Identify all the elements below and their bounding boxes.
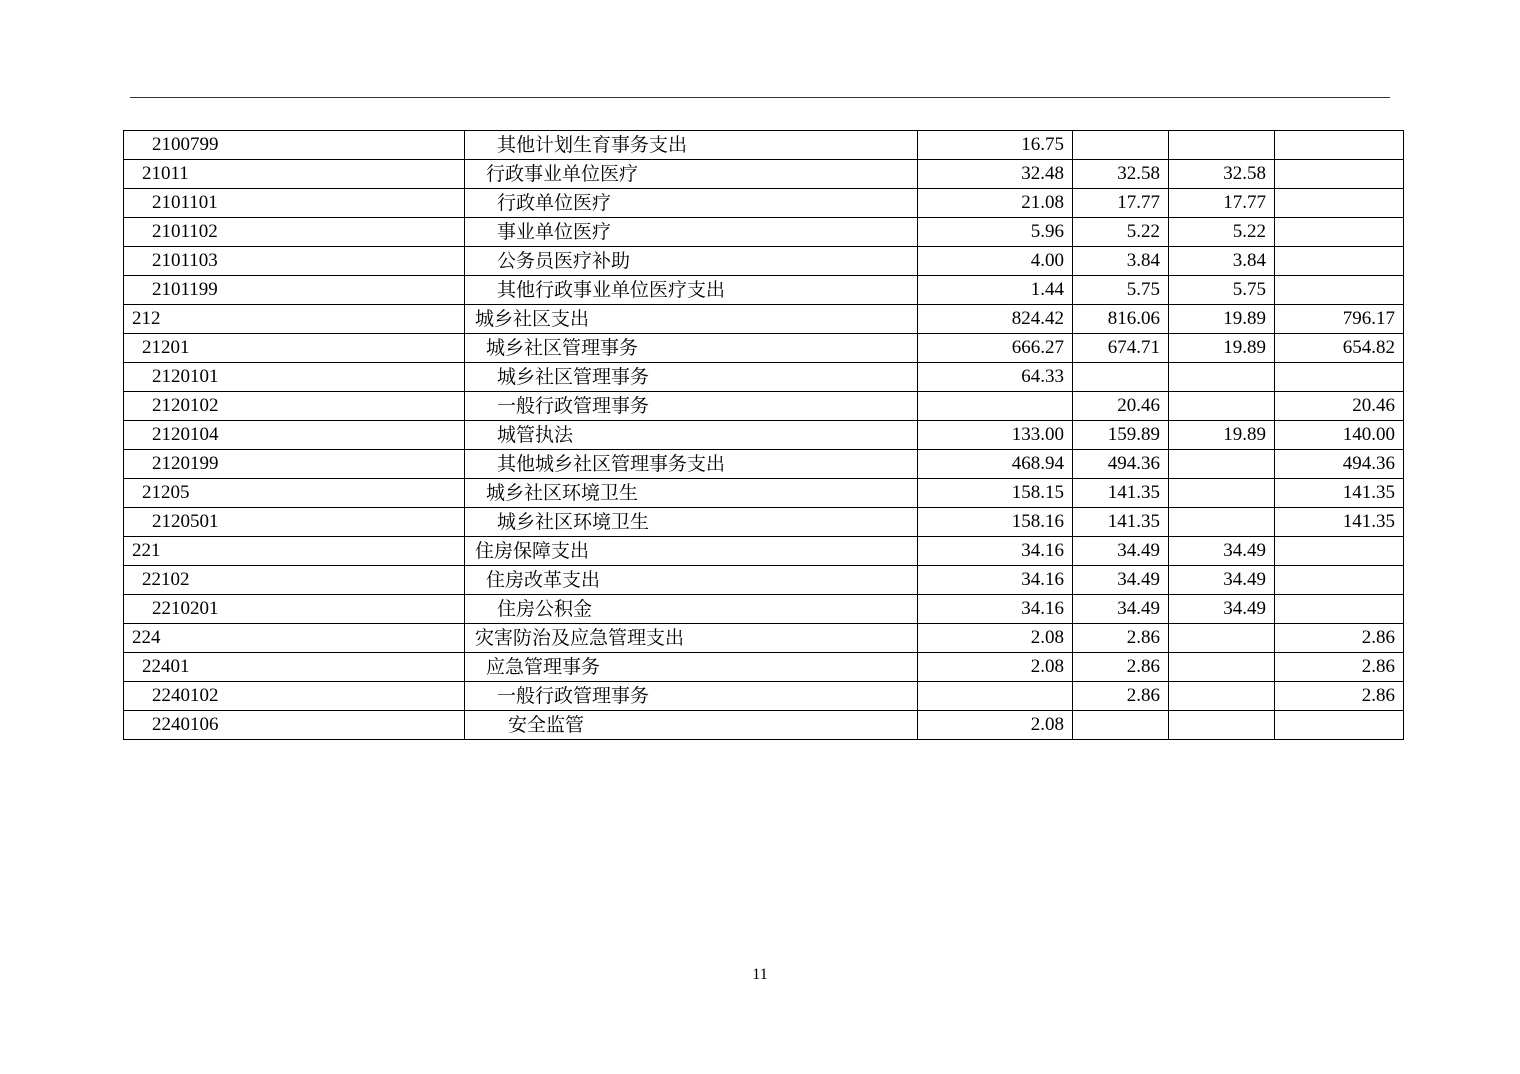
- subject-name: 住房改革支出: [465, 566, 918, 595]
- value-col-1: 34.16: [918, 595, 1073, 624]
- subject-name: 一般行政管理事务: [465, 682, 918, 711]
- table-row: [124, 189, 1404, 218]
- value-col-2: 3.84: [1073, 247, 1169, 276]
- subject-code: 2240106: [124, 711, 465, 740]
- value-col-4: [1275, 276, 1404, 305]
- table-row: [124, 682, 1404, 711]
- subject-code: 2100799: [124, 131, 465, 160]
- value-col-4: [1275, 160, 1404, 189]
- value-col-4: [1275, 218, 1404, 247]
- value-col-1: 133.00: [918, 421, 1073, 450]
- value-col-4: 796.17: [1275, 305, 1404, 334]
- value-col-2: 20.46: [1073, 392, 1169, 421]
- subject-name: 城乡社区管理事务: [465, 334, 918, 363]
- value-col-1: 32.48: [918, 160, 1073, 189]
- subject-name: 应急管理事务: [465, 653, 918, 682]
- subject-name: 行政事业单位医疗: [465, 160, 918, 189]
- table-row: [124, 479, 1404, 508]
- value-col-1: 468.94: [918, 450, 1073, 479]
- value-col-4: [1275, 711, 1404, 740]
- table-row: [124, 160, 1404, 189]
- value-col-2: 159.89: [1073, 421, 1169, 450]
- value-col-1: 666.27: [918, 334, 1073, 363]
- value-col-1: 64.33: [918, 363, 1073, 392]
- value-col-2: 32.58: [1073, 160, 1169, 189]
- value-col-3: [1169, 682, 1275, 711]
- value-col-1: 158.15: [918, 479, 1073, 508]
- value-col-1: 1.44: [918, 276, 1073, 305]
- value-col-4: 494.36: [1275, 450, 1404, 479]
- page-number: 11: [752, 966, 768, 983]
- value-col-3: 19.89: [1169, 421, 1275, 450]
- value-col-3: 34.49: [1169, 537, 1275, 566]
- value-col-3: [1169, 363, 1275, 392]
- value-col-1: 2.08: [918, 624, 1073, 653]
- subject-code: 224: [124, 624, 465, 653]
- table-row: [124, 363, 1404, 392]
- value-col-3: 19.89: [1169, 305, 1275, 334]
- subject-code: 2120102: [124, 392, 465, 421]
- value-col-1: 5.96: [918, 218, 1073, 247]
- table-row: [124, 595, 1404, 624]
- value-col-2: [1073, 131, 1169, 160]
- value-col-2: 34.49: [1073, 566, 1169, 595]
- subject-code: 2210201: [124, 595, 465, 624]
- value-col-3: 3.84: [1169, 247, 1275, 276]
- table-row: [124, 247, 1404, 276]
- subject-code: 2101103: [124, 247, 465, 276]
- subject-name: 行政单位医疗: [465, 189, 918, 218]
- value-col-1: 16.75: [918, 131, 1073, 160]
- value-col-1: [918, 392, 1073, 421]
- subject-name: 城乡社区环境卫生: [465, 479, 918, 508]
- subject-code: 2120501: [124, 508, 465, 537]
- subject-code: 22401: [124, 653, 465, 682]
- header-rule: [130, 97, 1390, 98]
- value-col-2: 494.36: [1073, 450, 1169, 479]
- value-col-2: 674.71: [1073, 334, 1169, 363]
- subject-code: 2120104: [124, 421, 465, 450]
- subject-code: 2101102: [124, 218, 465, 247]
- value-col-2: 5.22: [1073, 218, 1169, 247]
- value-col-4: 140.00: [1275, 421, 1404, 450]
- value-col-3: [1169, 508, 1275, 537]
- table-row: [124, 276, 1404, 305]
- value-col-4: 654.82: [1275, 334, 1404, 363]
- value-col-3: [1169, 450, 1275, 479]
- table-row: [124, 334, 1404, 363]
- subject-name: 其他计划生育事务支出: [465, 131, 918, 160]
- subject-name: 其他行政事业单位医疗支出: [465, 276, 918, 305]
- subject-code: 2240102: [124, 682, 465, 711]
- table-row: [124, 392, 1404, 421]
- value-col-2: 2.86: [1073, 653, 1169, 682]
- value-col-4: [1275, 189, 1404, 218]
- subject-name: 事业单位医疗: [465, 218, 918, 247]
- value-col-2: 5.75: [1073, 276, 1169, 305]
- value-col-2: [1073, 711, 1169, 740]
- value-col-1: 4.00: [918, 247, 1073, 276]
- subject-name: 城管执法: [465, 421, 918, 450]
- table-row: [124, 537, 1404, 566]
- value-col-4: 141.35: [1275, 479, 1404, 508]
- value-col-2: 34.49: [1073, 595, 1169, 624]
- value-col-3: [1169, 479, 1275, 508]
- table-row: [124, 131, 1404, 160]
- table-row: [124, 421, 1404, 450]
- table-row: [124, 624, 1404, 653]
- value-col-3: [1169, 653, 1275, 682]
- value-col-4: [1275, 131, 1404, 160]
- subject-name: 住房保障支出: [465, 537, 918, 566]
- subject-name: 城乡社区管理事务: [465, 363, 918, 392]
- value-col-1: [918, 682, 1073, 711]
- table-row: [124, 218, 1404, 247]
- value-col-3: 19.89: [1169, 334, 1275, 363]
- subject-name: 灾害防治及应急管理支出: [465, 624, 918, 653]
- subject-code: 22102: [124, 566, 465, 595]
- subject-name: 住房公积金: [465, 595, 918, 624]
- value-col-4: 20.46: [1275, 392, 1404, 421]
- value-col-3: [1169, 711, 1275, 740]
- subject-code: 2101199: [124, 276, 465, 305]
- table-row: [124, 305, 1404, 334]
- value-col-4: 2.86: [1275, 682, 1404, 711]
- value-col-2: 141.35: [1073, 479, 1169, 508]
- value-col-4: [1275, 537, 1404, 566]
- value-col-1: 34.16: [918, 537, 1073, 566]
- subject-code: 212: [124, 305, 465, 334]
- value-col-4: 2.86: [1275, 624, 1404, 653]
- subject-name: 其他城乡社区管理事务支出: [465, 450, 918, 479]
- subject-code: 21205: [124, 479, 465, 508]
- subject-name: 城乡社区支出: [465, 305, 918, 334]
- value-col-4: [1275, 566, 1404, 595]
- value-col-2: [1073, 363, 1169, 392]
- value-col-4: 141.35: [1275, 508, 1404, 537]
- value-col-3: [1169, 392, 1275, 421]
- budget-table: [123, 130, 1404, 740]
- subject-name: 城乡社区环境卫生: [465, 508, 918, 537]
- subject-name: 安全监管: [465, 711, 918, 740]
- value-col-4: [1275, 595, 1404, 624]
- value-col-3: 5.22: [1169, 218, 1275, 247]
- value-col-1: 2.08: [918, 711, 1073, 740]
- subject-code: 2101101: [124, 189, 465, 218]
- value-col-3: 34.49: [1169, 595, 1275, 624]
- value-col-3: 32.58: [1169, 160, 1275, 189]
- value-col-4: [1275, 363, 1404, 392]
- subject-code: 221: [124, 537, 465, 566]
- subject-code: 2120199: [124, 450, 465, 479]
- value-col-4: 2.86: [1275, 653, 1404, 682]
- table-row: [124, 450, 1404, 479]
- value-col-3: 34.49: [1169, 566, 1275, 595]
- subject-name: 一般行政管理事务: [465, 392, 918, 421]
- value-col-2: 34.49: [1073, 537, 1169, 566]
- subject-code: 21011: [124, 160, 465, 189]
- subject-name: 公务员医疗补助: [465, 247, 918, 276]
- table-row: [124, 566, 1404, 595]
- value-col-3: 17.77: [1169, 189, 1275, 218]
- value-col-1: 2.08: [918, 653, 1073, 682]
- value-col-2: 816.06: [1073, 305, 1169, 334]
- value-col-1: 34.16: [918, 566, 1073, 595]
- subject-code: 21201: [124, 334, 465, 363]
- table-row: [124, 711, 1404, 740]
- value-col-3: 5.75: [1169, 276, 1275, 305]
- value-col-2: 2.86: [1073, 624, 1169, 653]
- value-col-2: 2.86: [1073, 682, 1169, 711]
- subject-code: 2120101: [124, 363, 465, 392]
- value-col-3: [1169, 131, 1275, 160]
- value-col-1: 21.08: [918, 189, 1073, 218]
- table-row: [124, 653, 1404, 682]
- value-col-3: [1169, 624, 1275, 653]
- table-row: [124, 508, 1404, 537]
- value-col-1: 158.16: [918, 508, 1073, 537]
- value-col-2: 141.35: [1073, 508, 1169, 537]
- value-col-4: [1275, 247, 1404, 276]
- value-col-2: 17.77: [1073, 189, 1169, 218]
- value-col-1: 824.42: [918, 305, 1073, 334]
